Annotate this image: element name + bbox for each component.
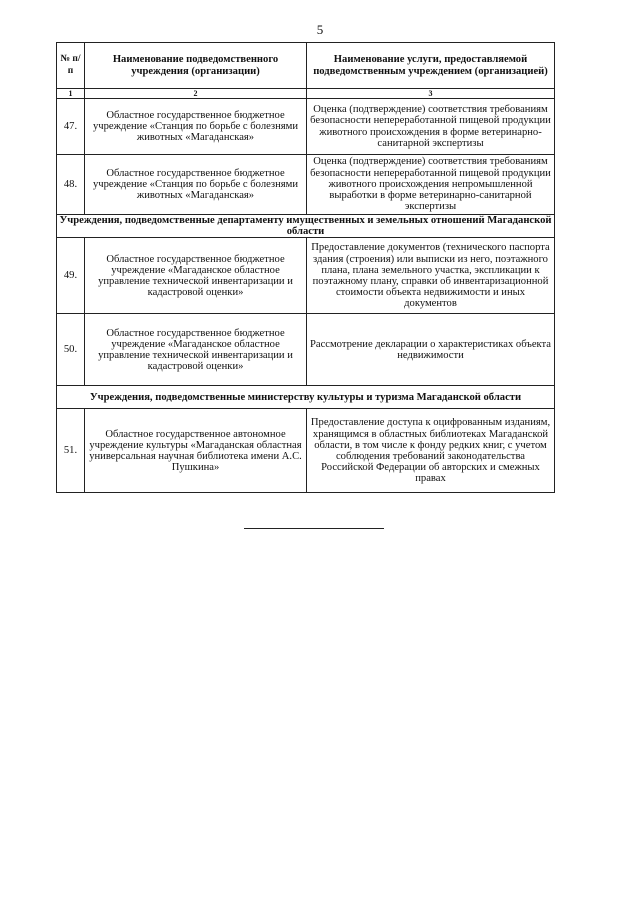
row-number: 47. xyxy=(57,99,85,155)
section-heading: Учреждения, подведомственные департаменту имущественных и земельных отношений Магаданской области xyxy=(57,215,555,238)
organization-cell: Областное государственное автономное учреждение культуры «Магаданская областная универсальная научная библиотека имени А.С. Пушкина» xyxy=(85,409,307,493)
column-number-row xyxy=(57,89,555,99)
header-organization: Наименование подведомственного учреждения (организации) xyxy=(85,43,307,89)
column-number: 2 xyxy=(85,89,307,99)
column-number: 1 xyxy=(57,89,85,99)
row-number: 48. xyxy=(57,155,85,215)
service-cell: Оценка (подтверждение) соответствия требованиям безопасности непереработанной пищевой продукции животного происхождения в форме ветеринарно-санитарной экспертизы xyxy=(307,99,555,155)
table-row xyxy=(57,99,555,155)
organization-cell: Областное государственное бюджетное учреждение «Станция по борьбе с болезнями животных «Магаданская» xyxy=(85,99,307,155)
section-heading-row xyxy=(57,386,555,409)
table-row xyxy=(57,238,555,314)
service-cell: Предоставление доступа к оцифрованным изданиям, хранящимся в областных библиотеках Магаданской области, в том числе к фонду редких книг, с учетом соблюдения требований законодательства Российской Федерации об авторских и смежных правах xyxy=(307,409,555,493)
header-service: Наименование услуги, предоставляемой подведомственным учреждением (организацией) xyxy=(307,43,555,89)
organization-cell: Областное государственное бюджетное учреждение «Магаданское областное управление технической инвентаризации и кадастровой оценки» xyxy=(85,314,307,386)
organization-cell: Областное государственное бюджетное учреждение «Станция по борьбе с болезнями животных «Магаданская» xyxy=(85,155,307,215)
table-header-row xyxy=(57,43,555,89)
header-number: № п/п xyxy=(57,43,85,89)
page-number: 5 xyxy=(316,22,324,37)
table-row xyxy=(57,409,555,493)
service-cell: Предоставление документов (технического паспорта здания (строения) или выписки из него, поэтажного плана, плана земельного участка, экспликации к поэтажному плану, справки об инвентаризационной стоимости объекта недвижимости и иных документов xyxy=(307,238,555,314)
section-heading-row xyxy=(57,215,555,238)
row-number: 51. xyxy=(57,409,85,493)
row-number: 50. xyxy=(57,314,85,386)
column-number: 3 xyxy=(307,89,555,99)
service-cell: Рассмотрение декларации о характеристиках объекта недвижимости xyxy=(307,314,555,386)
service-cell: Оценка (подтверждение) соответствия требованиям безопасности непереработанной пищевой продукции животного происхождения непромышленной выработки в форме ветеринарно-санитарной экспертизы xyxy=(307,155,555,215)
section-heading: Учреждения, подведомственные министерству культуры и туризма Магаданской области xyxy=(57,386,555,409)
table-row xyxy=(57,155,555,215)
services-table xyxy=(56,42,555,493)
row-number: 49. xyxy=(57,238,85,314)
end-separator-line xyxy=(244,528,384,529)
organization-cell: Областное государственное бюджетное учреждение «Магаданское областное управление технической инвентаризации и кадастровой оценки» xyxy=(85,238,307,314)
table-row xyxy=(57,314,555,386)
